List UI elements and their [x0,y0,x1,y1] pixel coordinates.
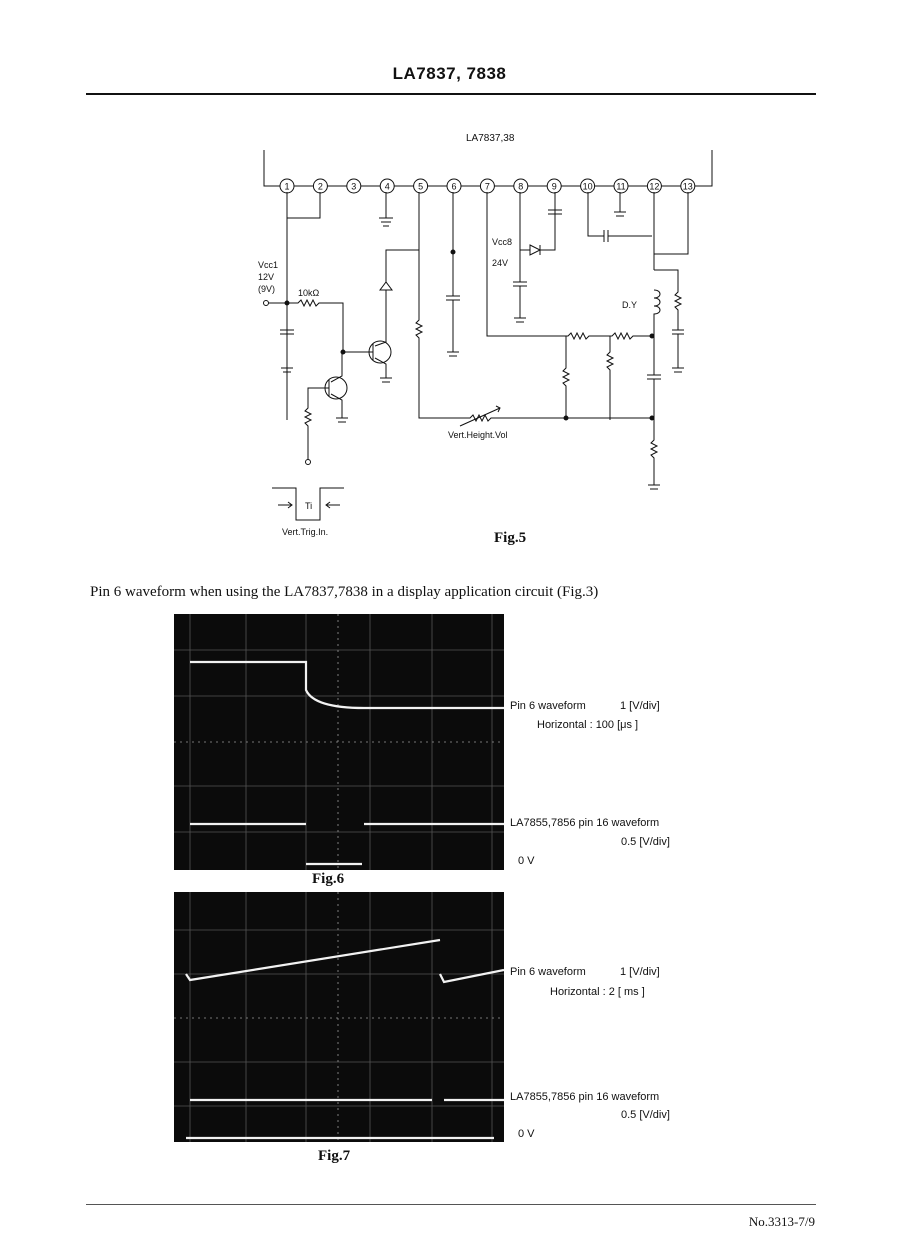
fig7-wave1-scale: 1 [V/div] [620,966,660,978]
fig7-wave1-label: Pin 6 waveform [510,966,586,978]
trig-label: Vert.Trig.In. [282,527,329,537]
fig7-horizontal: Horizontal : 2 [ ms ] [550,986,645,998]
height-vol-label: Vert.Height.Vol [448,430,508,440]
fig6-wave1-scale: 1 [V/div] [620,700,660,712]
ic-pin-number: 10 [582,181,593,192]
ic-pin-number: 5 [418,181,424,192]
ic-pin-number: 7 [484,181,490,192]
ic-pin-number: 4 [384,181,390,192]
ic-pin-number: 11 [616,181,626,192]
dy-label: D.Y [622,300,638,310]
ic-pin-number: 1 [284,181,290,192]
footer-rule [86,1204,816,1205]
ic-pin-number: 2 [317,181,323,192]
figure7-scope [174,892,504,1142]
page-number: No.3313-7/9 [748,1214,815,1229]
ic-pin-number: 12 [649,181,660,192]
ti-label: Ti [305,501,313,511]
fig6-wave2-label: LA7855,7856 pin 16 waveform [510,817,660,829]
ic-label: LA7837,38 [466,133,515,144]
fig7-zero-label: 0 V [518,1128,535,1140]
pin6-sawtooth-trace-2 [440,970,504,982]
fig7-wave2-label: LA7855,7856 pin 16 waveform [510,1091,660,1103]
ic-pin-number: 8 [518,181,524,192]
vcc1-alt: (9V) [258,284,276,294]
fig6-wave2-scale: 0.5 [V/div] [621,836,670,848]
figure7-caption: Fig.7 [318,1148,351,1164]
fig6-zero-label: 0 V [518,855,535,867]
ic-pin-number: 13 [682,181,693,192]
figure5-schematic [0,0,899,560]
fig6-wave1-label: Pin 6 waveform [510,700,586,712]
figure6-scope [174,614,504,870]
ic-pin-number: 6 [451,181,457,192]
fig6-horizontal: Horizontal : 100 [μs ] [537,719,639,731]
ic-pin-number: 3 [351,181,357,192]
vcc1-voltage: 12V [258,272,275,282]
figure5-caption: Fig.5 [494,530,527,546]
vcc8-label: Vcc8 [492,237,513,247]
ic-pin-number: 9 [551,181,557,192]
fig7-wave2-scale: 0.5 [V/div] [621,1109,670,1121]
resistor-label: 10kΩ [298,288,320,298]
figure6-caption: Fig.6 [312,871,345,887]
vcc1-label: Vcc1 [258,260,279,270]
pin6-wave-trace [190,662,504,708]
vcc8-voltage: 24V [492,258,509,268]
intro-text: Pin 6 waveform when using the LA7837,7838 in a display application circuit (Fig.3) [90,584,599,600]
page-title: LA7837, 7838 [392,64,507,83]
